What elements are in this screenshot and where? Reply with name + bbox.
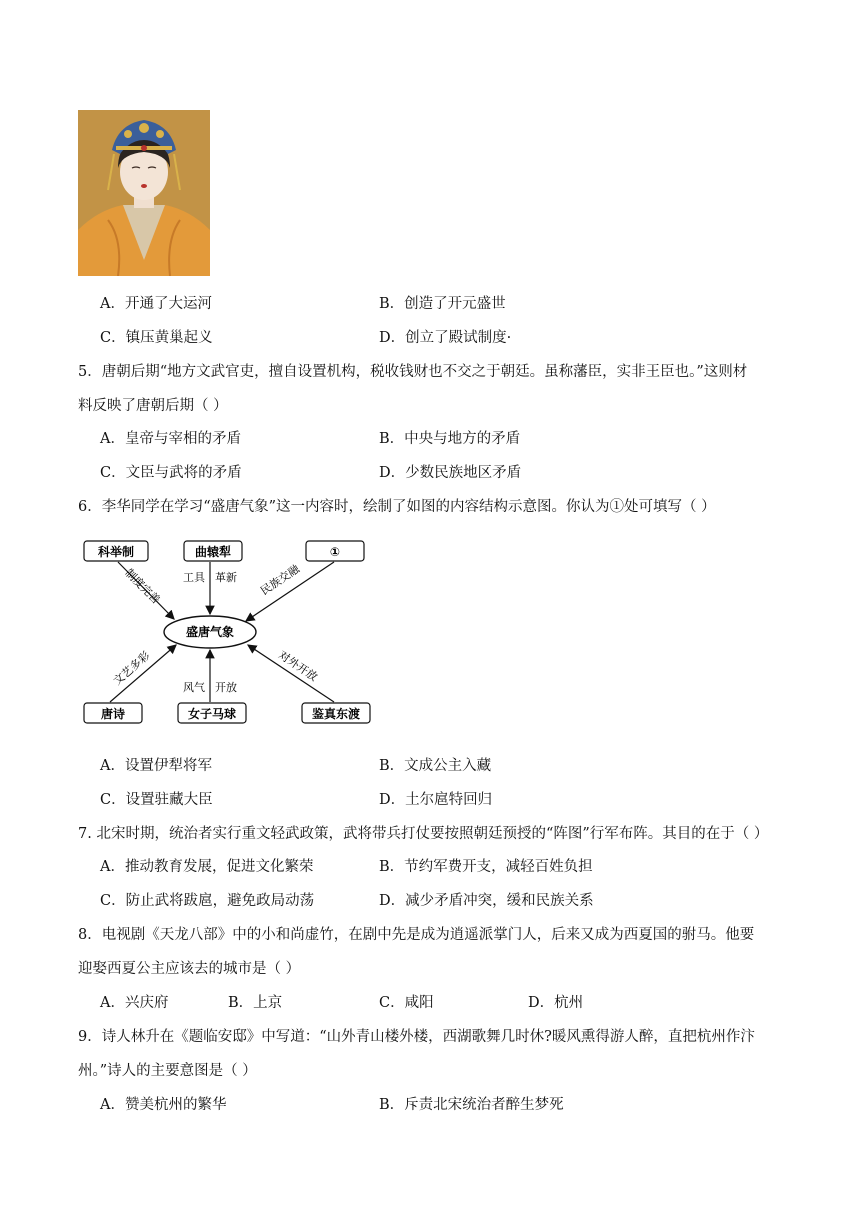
label-top-mid-1: 工具 [183, 571, 205, 584]
node-top-left: 科举制 [97, 545, 135, 559]
q4-option-c: C．镇压黄巢起义 [100, 330, 213, 346]
q9-stem-line2: 州。”诗人的主要意图是（ ） [78, 1063, 257, 1079]
node-center: 盛唐气象 [185, 625, 235, 639]
label-bottom-right: 对外开放 [276, 648, 320, 684]
q6-option-c: C．设置驻藏大臣 [100, 792, 213, 808]
node-bottom-left: 唐诗 [100, 707, 126, 721]
label-bottom-mid-1: 风气 [183, 681, 205, 694]
q8-option-d: D．杭州 [528, 995, 584, 1011]
q8-option-c: C．咸阳 [379, 995, 434, 1011]
concept-structure-diagram [78, 535, 378, 730]
q9-option-a: A．赞美杭州的繁华 [100, 1097, 227, 1113]
q5-stem-line1: 5．唐朝后期“地方文武官吏，擅自设置机构，税收钱财也不交之于朝廷。虽称藩臣，实非王臣也。”这则材 [78, 364, 748, 380]
q8-stem-line1: 8．电视剧《天龙八部》中的小和尚虚竹，在剧中先是成为逍遥派掌门人，后来又成为西夏国的驸马。他要 [78, 927, 755, 943]
node-bottom-right: 鉴真东渡 [311, 707, 361, 721]
q9-option-b: B．斥责北宋统治者醉生梦死 [379, 1097, 564, 1113]
node-top-right: ① [329, 545, 341, 559]
q4-option-d: D．创立了殿试制度· [379, 330, 512, 346]
q6-stem-line1: 6．李华同学在学习“盛唐气象”这一内容时，绘制了如图的内容结构示意图。你认为①处可填写（ ） [78, 499, 716, 515]
q9-stem-line1: 9．诗人林升在《题临安邸》中写道：“山外青山楼外楼，西湖歌舞几时休?暖风熏得游人醉，直把杭州作汴 [78, 1029, 755, 1045]
q6-option-b: B．文成公主入藏 [379, 758, 492, 774]
q4-option-a: A．开通了大运河 [100, 296, 212, 312]
q7-option-a: A．推动教育发展，促进文化繁荣 [100, 859, 314, 875]
q7-stem-line1: 7. 北宋时期，统治者实行重文轻武政策，武将带兵打仗要按照朝廷预授的“阵图”行军布阵。其目的在于（ ） [78, 826, 769, 842]
q8-stem-line2: 迎娶西夏公主应该去的城市是（ ） [78, 961, 301, 977]
q5-stem-line2: 料反映了唐朝后期（ ） [78, 398, 228, 414]
q8-option-a: A．兴庆府 [100, 995, 169, 1011]
q8-option-b: B．上京 [228, 995, 283, 1011]
q7-option-c: C．防止武将跋扈，避免政局动荡 [100, 893, 315, 909]
q7-option-b: B．节约军费开支，减轻百姓负担 [379, 859, 593, 875]
node-top-mid: 曲辕犁 [194, 545, 232, 559]
label-bottom-mid-2: 开放 [215, 681, 237, 694]
node-bottom-mid: 女子马球 [187, 707, 237, 721]
q7-option-d: D．减少矛盾冲突，缓和民族关系 [379, 893, 594, 909]
label-top-right: 民族交融 [258, 562, 302, 598]
label-bottom-left: 文艺多彩 [110, 649, 153, 688]
q6-option-a: A．设置伊犁将军 [100, 758, 212, 774]
label-top-mid-2: 革新 [215, 571, 237, 584]
q5-option-b: B．中央与地方的矛盾 [379, 431, 521, 447]
q4-option-b: B．创造了开元盛世 [379, 296, 506, 312]
q6-option-d: D．土尔扈特回归 [379, 792, 493, 808]
q5-option-c: C．文臣与武将的矛盾 [100, 465, 242, 481]
q5-option-a: A．皇帝与宰相的矛盾 [100, 431, 241, 447]
label-top-left: 制度完善 [122, 566, 163, 607]
empress-portrait-image [78, 110, 210, 276]
q5-option-d: D．少数民族地区矛盾 [379, 465, 522, 481]
